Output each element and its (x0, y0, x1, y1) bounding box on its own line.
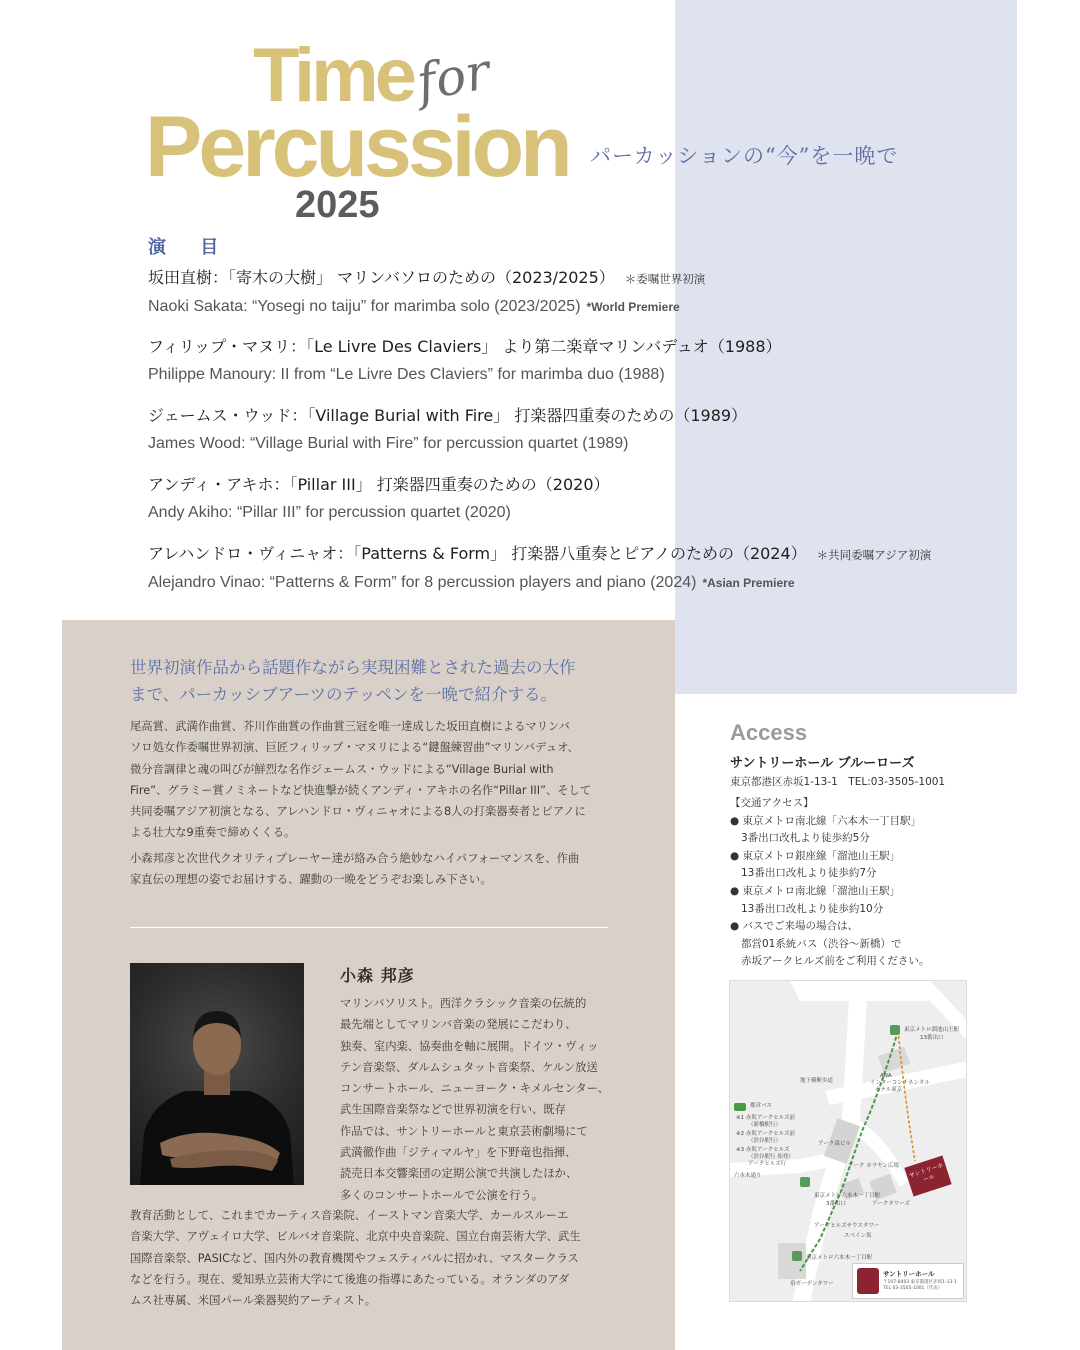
bio-line: 最先端としてマリンバ音楽の発展にこだわり、 (340, 1018, 577, 1032)
description-line: 共同委嘱アジア初演となる、アレハンドロ・ヴィニャオによる8人の打楽器奏者とピアノに (130, 805, 586, 819)
piece-title-ja: フィリップ・マヌリ：「Le Livre Des Claviers」 より第二楽章マリンバデュオ（1988） (148, 337, 782, 356)
program-heading: 演 目 (148, 237, 233, 258)
description-line: 尾高賞、武満作曲賞、芥川作曲賞の作曲賞三冠を唯一達成した坂田直樹によるマリンバ (130, 720, 570, 733)
map-label: スペイン坂 (844, 1233, 872, 1239)
map-label: アークヒルズサウスタワー (814, 1223, 880, 1229)
piece-title-en: Philippe Manoury: II from “Le Livre Des Claviers” for marimba duo (1988) (148, 366, 665, 383)
bio-line: 独奏、室内楽、協奏曲を軸に展開。ドイツ・ヴィッ (340, 1039, 599, 1053)
access-map (729, 980, 967, 1302)
map-label: （渋谷駅行） (748, 1138, 782, 1144)
piece-title-en: Alejandro Vinao: “Patterns & Form” for 8 percussion players and piano (2024) (148, 574, 697, 591)
description-line: ソロ処女作委嘱世界初演、巨匠フィリップ・マヌリによる“鍵盤練習曲”マリンバデュオ、 (130, 741, 579, 755)
venue-address: 東京都港区赤坂1-13-1 TEL:03-3505-1001 (730, 776, 946, 788)
title-year: 2025 (295, 184, 380, 226)
map-label: 3番出口 (826, 1201, 846, 1207)
piece-note-ja: ＊委嘱世界初演 (624, 272, 706, 286)
access-item-detail: 都営01系統バス（渋谷～新橋）で (741, 937, 902, 950)
divider (130, 927, 608, 928)
map-label: ※2 赤坂アークヒルズ前 (736, 1131, 796, 1137)
tagline: パーカッションの“今”を一晩で (590, 144, 899, 168)
bio-line: 音楽大学、アヴェイロ大学、ビルバオ音楽院、北京中央音楽院、国立台南芸術大学、武生 (130, 1230, 581, 1244)
bio-line: マリンバソリスト。西洋クラシック音楽の伝統的 (340, 997, 587, 1010)
map-label: ホテル東京 (875, 1087, 903, 1093)
piece-title-en: Andy Akiho: “Pillar III” for percussion quartet (2020) (148, 504, 511, 521)
artist-name: 小森 邦彦 (340, 966, 415, 985)
map-label: 東京メトロ溜池山王駅 (904, 1027, 960, 1033)
bio-line: ムス社専属、米国パール楽器契約アーティスト。 (130, 1294, 377, 1308)
map-label: ※1 赤坂アークヒルズ前 (736, 1115, 796, 1121)
piece-title-ja: ジェームス・ウッド：「Village Burial with Fire」 打楽器四重奏のための（1989） (148, 406, 748, 425)
map-label: 六本木通り (734, 1173, 762, 1179)
piece-note-en: *Asian Premiere (702, 576, 795, 590)
map-label: （新橋駅行） (748, 1122, 782, 1128)
map-label: アーク森ビル (818, 1141, 851, 1147)
map-label: インターコンチネンタル (870, 1080, 930, 1086)
artist-bio (340, 993, 620, 1206)
bio-line: 多くのコンサートホールで公演を行う。 (340, 1188, 544, 1202)
piece-note-ja: ＊共同委嘱アジア初演 (816, 548, 932, 562)
venue-name: サントリーホール ブルーローズ (730, 756, 915, 771)
access-heading: 【交通アクセス】 (730, 797, 814, 809)
description (130, 716, 620, 890)
piece-title-en: Naoki Sakata: “Yosegi no taiju” for marimba solo (2023/2025) (148, 298, 581, 315)
lead-line: まで、パーカッシブアーツのテッペンを一晩で紹介する。 (130, 685, 558, 704)
artist-photo (130, 963, 304, 1185)
description-line: よる壮大な9重奏で締めくくる。 (130, 826, 296, 840)
lead-text (130, 654, 620, 708)
title-for: for (412, 42, 495, 112)
bio-line: 作品では、サントリーホールと東京芸術劇場にて (340, 1124, 588, 1138)
map-label: アークタワーズ (872, 1201, 910, 1207)
description-line: Fire”、グラミー賞ノミネートなど快進撃が続くアンディ・アキホの名作“Pillar III”、そして (130, 783, 592, 797)
access-item-detail: 13番出口改札より徒歩約10分 (741, 902, 884, 915)
description-line: 微分音調律と魂の叫びが鮮烈な名作ジェームス・ウッドによる“Village Burial with (130, 762, 554, 776)
bio-line: 教育活動として、これまでカーティス音楽院、イーストマン音楽大学、カールスルーエ (130, 1209, 569, 1222)
map-label: ※3 赤坂アークヒルズ (736, 1147, 790, 1153)
program-item (148, 266, 1048, 335)
access-item-detail: 13番出口改札より徒歩約7分 (741, 867, 877, 880)
event-logo (145, 33, 569, 228)
bio-line: などを行う。現在、愛知県立芸術大学にて後進の指導にあたっている。オランダのアダ (130, 1272, 570, 1286)
description-line: 小森邦彦と次世代クオリティプレーヤー達が絡み合う絶妙なハイパフォーマンスを、作曲 (130, 851, 580, 865)
access-item: ● バスでご来場の場合は、 (730, 920, 858, 933)
program-item (148, 542, 1048, 611)
map-card-address: 〒107-8403 東京都港区赤坂1-13-1 TEL 03-3505-1001（代表） (883, 1280, 957, 1291)
map-label: 泉ガーデンタワー (790, 1281, 834, 1287)
bio-line: テン音楽祭、ダルムシュタット音楽祭、ケルン放送 (340, 1060, 598, 1074)
access-item-detail: 3番出口改札より徒歩約5分 (741, 832, 870, 845)
map-card-name: サントリーホール (883, 1270, 935, 1278)
map-label: 東京メトロ六本木一丁目駅 (814, 1193, 881, 1199)
access-item: ● 東京メトロ南北線「六本木一丁目駅」 (730, 814, 921, 827)
map-label: ANA (880, 1073, 892, 1079)
piece-title-ja: アンディ・アキホ：「Pillar III」 打楽器四重奏のための（2020） (148, 475, 610, 494)
bio-line: 武満徹作曲「ジティマルヤ」を下野竜也指揮、 (340, 1146, 577, 1160)
access-item: ● 東京メトロ銀座線「溜池山王駅」 (730, 849, 900, 862)
program-item (148, 473, 1048, 542)
map-label: 13番出口 (920, 1035, 944, 1041)
map-label: アークヒルズ行 (748, 1161, 787, 1167)
map-label: （渋谷駅行 始発） (748, 1154, 794, 1160)
lead-line: 世界初演作品から話題作ながら実現困難とされた過去の大作 (130, 658, 576, 677)
map-label: アーク カラヤン広場 (848, 1163, 900, 1169)
piece-title-ja: 坂田直樹：「寄木の大樹」 マリンバソロのための（2023/2025） (148, 268, 615, 287)
piece-title-ja: アレハンドロ・ヴィニャオ：「Patterns & Form」 打楽器八重奏とピアノのための（2024） (148, 544, 807, 563)
bio-line: 国際音楽祭、PASICなど、国内外の教育機関やフェスティバルに招かれ、マスタークラス (130, 1251, 579, 1265)
access-title: Access (730, 720, 808, 745)
access-list (730, 795, 929, 971)
piece-title-en: James Wood: “Village Burial with Fire” for percussion quartet (1989) (148, 435, 629, 452)
map-label: 東京メトロ六本木一丁目駅 (806, 1255, 873, 1261)
bio-line: コンサートホール、ニューヨーク・キメルセンター、 (340, 1082, 609, 1096)
piece-note-en: *World Premiere (586, 300, 680, 314)
title-time: Time (253, 33, 414, 118)
venue-logo-icon (857, 1268, 879, 1294)
map-label: 都営バス (750, 1103, 773, 1109)
bio-line: 武生国際音楽祭などで世界初演を行い、既存 (340, 1103, 566, 1117)
access-item: ● 東京メトロ南北線「溜池山王駅」 (730, 884, 900, 897)
map-label: 地下横断歩道 (800, 1078, 834, 1084)
map-venue-marker: サントリーホール (904, 1156, 951, 1197)
bio-line: 読売日本交響楽団の定期公演で共演したほか、 (340, 1167, 578, 1181)
map-venue-card (852, 1263, 964, 1299)
program-item (148, 404, 1048, 473)
artist-bio-continued (130, 1205, 620, 1311)
program-item (148, 335, 1048, 404)
program-list (148, 266, 1048, 611)
description-line: 家直伝の理想の姿でお届けする、躍動の一晩をどうぞお楽しみ下さい。 (130, 873, 492, 887)
title-percussion: Percussion (145, 99, 569, 195)
access-item-detail: 赤坂アークヒルズ前をご利用ください。 (741, 955, 930, 968)
